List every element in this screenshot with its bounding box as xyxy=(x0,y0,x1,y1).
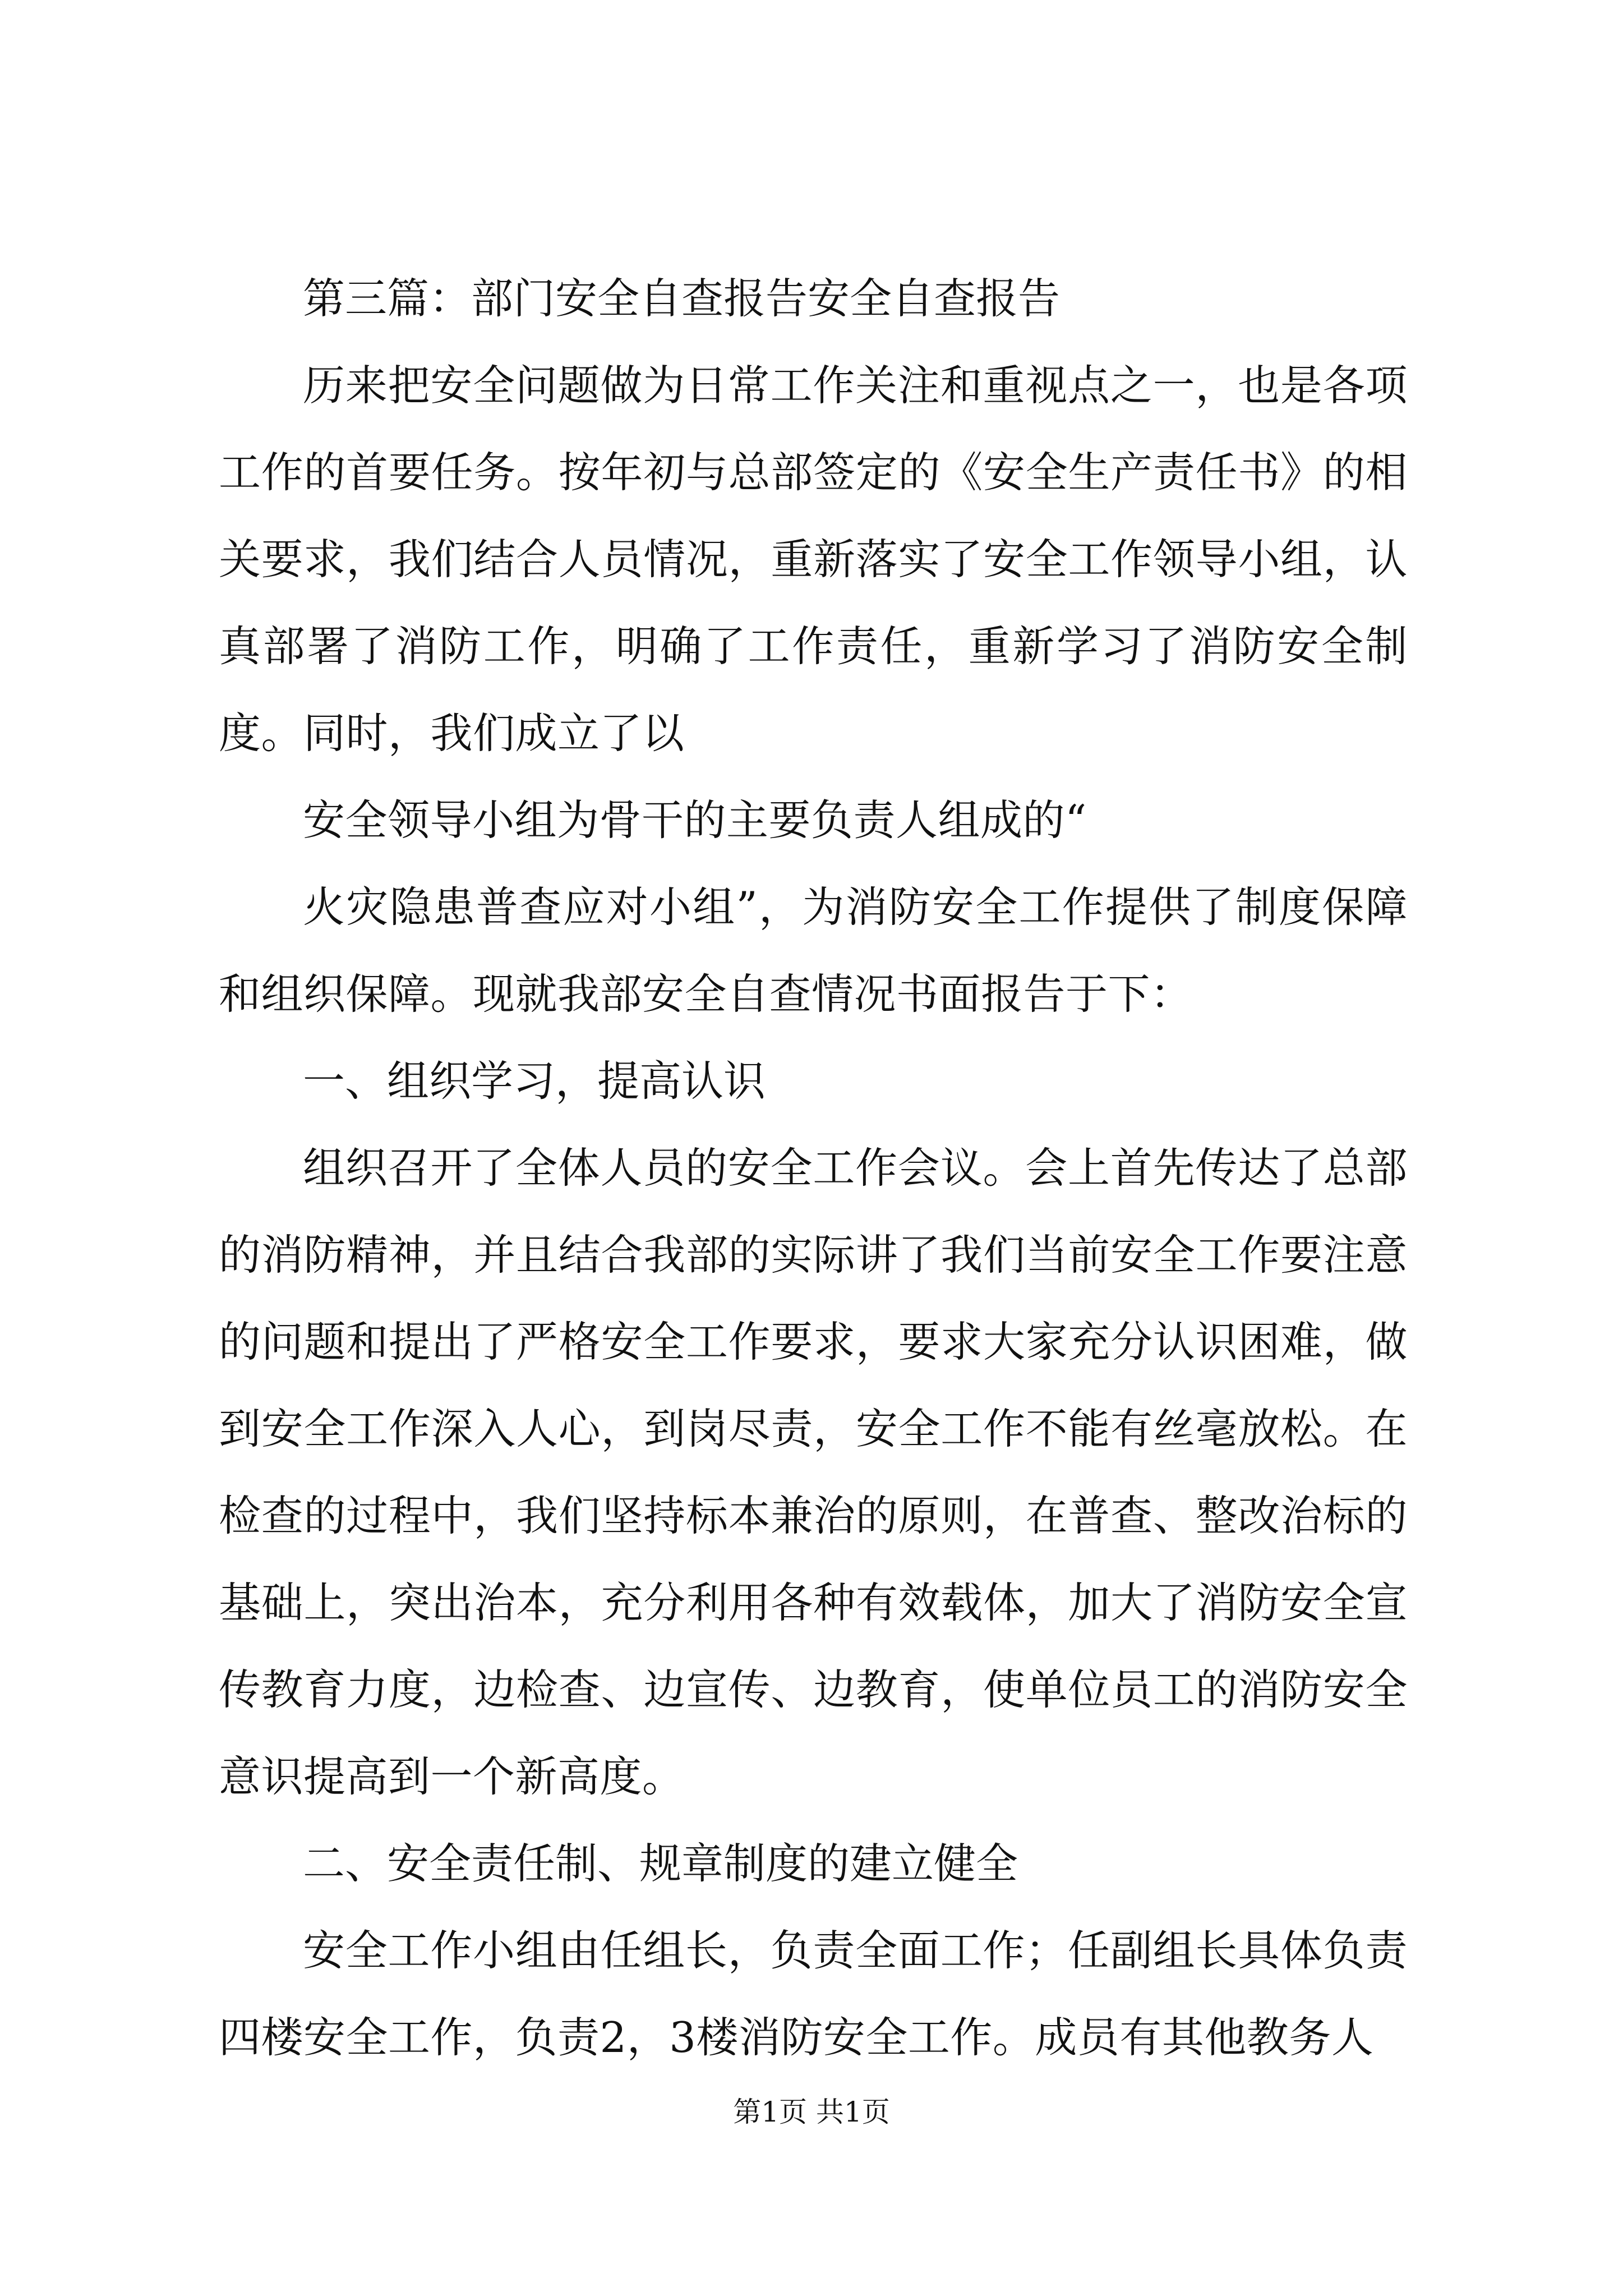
paragraph-section-1: 组织召开了全体人员的安全工作会议。会上首先传达了总部的消防精神，并且结合我部的实际讲了我们当前安全工作要注意的问题和提出了严格安全工作要求，要求大家充分认识困难，做到安全工作深入人心，到岗尽责，安全工作不能有丝毫放松。在检查的过程中，我们坚持标本兼治的原则，在普查、整改治标的基础上，突出治本，充分利用各种有效载体，加大了消防安全宣传教育力度，边检查、边宣传、边教育，使单位员工的消防安全意识提高到一个新高度。 xyxy=(219,1143,1408,1801)
document-body xyxy=(219,255,1408,2081)
document-title: 第三篇：部门安全自查报告安全自查报告 xyxy=(303,274,1061,323)
paragraph-response-group: 火灾隐患普查应对小组”，为消防安全工作提供了制度保障和组织保障。现就我部安全自查情况书面报告于下： xyxy=(219,882,1408,1019)
paragraph-section-2: 安全工作小组由任组长，负责全面工作；任副组长具体负责四楼安全工作，负责2，3楼消防安全工作。成员有其他教务人 xyxy=(219,1926,1408,2062)
page-number-footer: 第1页 共1页 xyxy=(733,2096,890,2128)
section-heading-1: 一、组织学习，提高认识 xyxy=(303,1056,766,1106)
section-heading-2: 二、安全责任制、规章制度的建立健全 xyxy=(303,1839,1018,1888)
paragraph-intro: 历来把安全问题做为日常工作关注和重视点之一，也是各项工作的首要任务。按年初与总部签定的《安全生产责任书》的相关要求，我们结合人员情况，重新落实了安全工作领导小组，认真部署了消防工作，明确了工作责任，重新学习了消防安全制度。同时，我们成立了以 xyxy=(219,361,1408,758)
paragraph-leadership-group: 安全领导小组为骨干的主要负责人组成的“ xyxy=(303,795,1087,845)
